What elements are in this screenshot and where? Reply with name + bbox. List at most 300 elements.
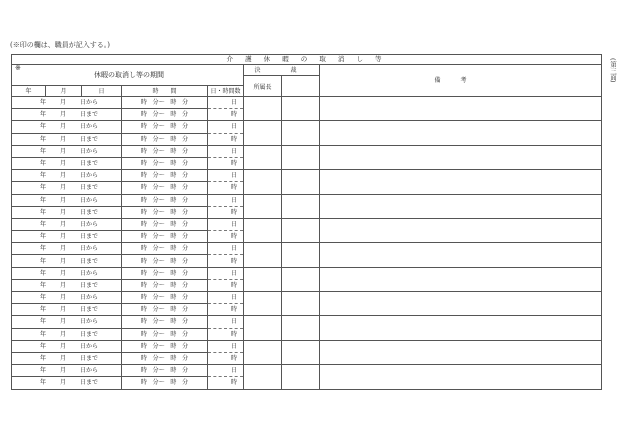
page-side-label: (第三面) (609, 58, 617, 83)
date-to-cell[interactable] (12, 182, 122, 194)
time-to-cell[interactable] (122, 109, 208, 121)
hour-label: 時 (140, 208, 147, 216)
hour-label: 時 (140, 99, 147, 107)
hour-label: 時 (170, 330, 177, 338)
month-label: 月 (60, 123, 67, 131)
decision-cell[interactable] (282, 97, 320, 121)
year-label: 年 (40, 184, 47, 192)
remarks-cell[interactable] (320, 292, 602, 316)
year-label: 年 (40, 123, 47, 131)
unit-day-label: 日 (230, 123, 237, 131)
minute-label: 分 (182, 147, 189, 155)
entry-row-from (12, 316, 602, 328)
hour-label: 時 (140, 147, 147, 155)
period-heading: 休暇の取消し等の期間 (94, 71, 164, 79)
col-day: 日 (82, 86, 122, 97)
office-head-stamp-cell[interactable] (244, 97, 282, 121)
unit-day-label: 日 (230, 245, 237, 253)
minute-from-label: 分〜 (152, 379, 165, 387)
year-label: 年 (40, 367, 47, 375)
day-to-label: 日まで (80, 355, 99, 363)
day-count-cell[interactable] (208, 267, 244, 279)
decision-cell[interactable] (282, 145, 320, 169)
unit-hour-label: 時 (230, 135, 237, 143)
unit-hour-label: 時 (230, 379, 237, 387)
day-to-label: 日まで (80, 379, 99, 387)
minute-label: 分 (182, 172, 189, 180)
office-head-stamp-cell[interactable] (244, 121, 282, 145)
day-from-label: 日から (80, 172, 99, 180)
remarks-cell[interactable] (320, 316, 602, 340)
day-count-cell[interactable] (208, 145, 244, 157)
hour-count-cell[interactable] (208, 328, 244, 340)
remarks-heading: 備考 (320, 65, 602, 97)
month-label: 月 (60, 245, 67, 253)
day-to-label: 日まで (80, 208, 99, 216)
hour-label: 時 (170, 233, 177, 241)
year-label: 年 (40, 172, 47, 180)
minute-from-label: 分〜 (152, 172, 165, 180)
hour-count-cell[interactable] (208, 206, 244, 218)
minute-from-label: 分〜 (152, 208, 165, 216)
remarks-cell[interactable] (320, 365, 602, 389)
decision-cell[interactable] (282, 243, 320, 267)
unit-day-label: 日 (230, 196, 237, 204)
time-to-cell[interactable] (122, 352, 208, 364)
minute-label: 分 (182, 306, 189, 314)
time-to-cell[interactable] (122, 182, 208, 194)
date-from-cell[interactable] (12, 292, 122, 304)
month-label: 月 (60, 196, 67, 204)
hour-label: 時 (170, 245, 177, 253)
time-from-cell[interactable] (122, 97, 208, 109)
entry-row-from (12, 170, 602, 182)
hour-label: 時 (170, 220, 177, 228)
office-head-stamp-cell[interactable] (244, 365, 282, 389)
hour-count-cell[interactable] (208, 255, 244, 267)
minute-label: 分 (182, 379, 189, 387)
time-from-cell[interactable] (122, 365, 208, 377)
minute-from-label: 分〜 (152, 318, 165, 326)
year-label: 年 (40, 99, 47, 107)
minute-label: 分 (182, 184, 189, 192)
month-label: 月 (60, 330, 67, 338)
decision-heading: 決 裁 (244, 65, 320, 76)
year-label: 年 (40, 379, 47, 387)
day-count-cell[interactable] (208, 340, 244, 352)
minute-from-label: 分〜 (152, 147, 165, 155)
time-to-cell[interactable] (122, 133, 208, 145)
office-head-stamp-cell[interactable] (244, 267, 282, 291)
minute-label: 分 (182, 330, 189, 338)
hour-count-cell[interactable] (208, 279, 244, 291)
minute-from-label: 分〜 (152, 355, 165, 363)
remarks-cell[interactable] (320, 218, 602, 242)
hour-label: 時 (140, 269, 147, 277)
date-to-cell[interactable] (12, 133, 122, 145)
hour-label: 時 (140, 220, 147, 228)
date-from-cell[interactable] (12, 218, 122, 230)
day-from-label: 日から (80, 123, 99, 131)
time-from-cell[interactable] (122, 292, 208, 304)
entry-row-from (12, 145, 602, 157)
day-count-cell[interactable] (208, 365, 244, 377)
hour-label: 時 (170, 147, 177, 155)
year-label: 年 (40, 135, 47, 143)
date-from-cell[interactable] (12, 170, 122, 182)
unit-hour-label: 時 (230, 160, 237, 168)
month-label: 月 (60, 220, 67, 228)
entry-row-from (12, 365, 602, 377)
hour-label: 時 (170, 160, 177, 168)
day-to-label: 日まで (80, 160, 99, 168)
time-to-cell[interactable] (122, 206, 208, 218)
hour-label: 時 (140, 330, 147, 338)
minute-from-label: 分〜 (152, 111, 165, 119)
year-label: 年 (40, 306, 47, 314)
date-from-cell[interactable] (12, 340, 122, 352)
minute-label: 分 (182, 367, 189, 375)
time-from-cell[interactable] (122, 243, 208, 255)
date-from-cell[interactable] (12, 365, 122, 377)
period-heading-cell (12, 65, 244, 86)
time-from-cell[interactable] (122, 194, 208, 206)
office-head-stamp-cell[interactable] (244, 316, 282, 340)
hour-label: 時 (140, 135, 147, 143)
day-to-label: 日まで (80, 111, 99, 119)
entry-row-from (12, 218, 602, 230)
minute-label: 分 (182, 208, 189, 216)
instruction-note: (※印の欄は、職員が記入する。) (10, 41, 110, 49)
hour-label: 時 (140, 184, 147, 192)
remarks-cell[interactable] (320, 267, 602, 291)
hour-label: 時 (140, 355, 147, 363)
office-head-stamp-cell[interactable] (244, 218, 282, 242)
day-count-cell[interactable] (208, 97, 244, 109)
hour-label: 時 (140, 342, 147, 350)
time-from-cell[interactable] (122, 170, 208, 182)
date-to-cell[interactable] (12, 157, 122, 169)
remarks-cell[interactable] (320, 243, 602, 267)
office-head-stamp-cell[interactable] (244, 170, 282, 194)
minute-label: 分 (182, 257, 189, 265)
date-to-cell[interactable] (12, 352, 122, 364)
hour-label: 時 (170, 99, 177, 107)
col-day-hours: 日・時間数 (208, 86, 244, 97)
day-count-cell[interactable] (208, 218, 244, 230)
hour-label: 時 (170, 257, 177, 265)
year-label: 年 (40, 147, 47, 155)
hour-label: 時 (170, 281, 177, 289)
hour-label: 時 (140, 172, 147, 180)
day-to-label: 日まで (80, 184, 99, 192)
entry-row-from (12, 292, 602, 304)
unit-day-label: 日 (230, 294, 237, 302)
decision-cell[interactable] (282, 170, 320, 194)
office-head-stamp-cell[interactable] (244, 340, 282, 364)
hour-label: 時 (140, 306, 147, 314)
minute-label: 分 (182, 220, 189, 228)
office-head-stamp-cell[interactable] (244, 292, 282, 316)
asterisk-mark: ※ (15, 64, 21, 72)
hour-count-cell[interactable] (208, 109, 244, 121)
date-to-cell[interactable] (12, 206, 122, 218)
year-label: 年 (40, 208, 47, 216)
month-label: 月 (60, 147, 67, 155)
remarks-cell[interactable] (320, 340, 602, 364)
decision-stamp-box (282, 76, 320, 97)
minute-label: 分 (182, 269, 189, 277)
decision-cell[interactable] (282, 194, 320, 218)
remarks-cell[interactable] (320, 121, 602, 145)
entry-row-from (12, 340, 602, 352)
date-from-cell[interactable] (12, 145, 122, 157)
hour-count-cell[interactable] (208, 133, 244, 145)
hour-label: 時 (170, 172, 177, 180)
time-to-cell[interactable] (122, 304, 208, 316)
date-to-cell[interactable] (12, 328, 122, 340)
minute-label: 分 (182, 196, 189, 204)
month-label: 月 (60, 111, 67, 119)
day-to-label: 日まで (80, 330, 99, 338)
month-label: 月 (60, 160, 67, 168)
date-from-cell[interactable] (12, 121, 122, 133)
hour-label: 時 (170, 111, 177, 119)
minute-from-label: 分〜 (152, 220, 165, 228)
day-from-label: 日から (80, 269, 99, 277)
year-label: 年 (40, 160, 47, 168)
month-label: 月 (60, 379, 67, 387)
hour-count-cell[interactable] (208, 352, 244, 364)
hour-label: 時 (170, 208, 177, 216)
time-to-cell[interactable] (122, 377, 208, 389)
day-from-label: 日から (80, 196, 99, 204)
hour-label: 時 (170, 318, 177, 326)
minute-label: 分 (182, 318, 189, 326)
day-count-cell[interactable] (208, 121, 244, 133)
hour-label: 時 (170, 269, 177, 277)
month-label: 月 (60, 172, 67, 180)
time-from-cell[interactable] (122, 145, 208, 157)
office-head-stamp-cell[interactable] (244, 145, 282, 169)
month-label: 月 (60, 269, 67, 277)
office-head-stamp-cell[interactable] (244, 243, 282, 267)
decision-cell[interactable] (282, 121, 320, 145)
month-label: 月 (60, 281, 67, 289)
day-from-label: 日から (80, 99, 99, 107)
time-to-cell[interactable] (122, 157, 208, 169)
month-label: 月 (60, 257, 67, 265)
minute-label: 分 (182, 355, 189, 363)
minute-label: 分 (182, 342, 189, 350)
minute-label: 分 (182, 281, 189, 289)
time-to-cell[interactable] (122, 279, 208, 291)
cancellation-table (11, 54, 602, 390)
hour-label: 時 (140, 257, 147, 265)
year-label: 年 (40, 330, 47, 338)
year-label: 年 (40, 294, 47, 302)
year-label: 年 (40, 233, 47, 241)
time-to-cell[interactable] (122, 255, 208, 267)
year-label: 年 (40, 342, 47, 350)
unit-day-label: 日 (230, 147, 237, 155)
day-from-label: 日から (80, 245, 99, 253)
day-from-label: 日から (80, 318, 99, 326)
unit-day-label: 日 (230, 342, 237, 350)
hour-label: 時 (140, 318, 147, 326)
date-from-cell[interactable] (12, 243, 122, 255)
minute-label: 分 (182, 160, 189, 168)
day-to-label: 日まで (80, 281, 99, 289)
date-from-cell[interactable] (12, 194, 122, 206)
day-from-label: 日から (80, 367, 99, 375)
unit-day-label: 日 (230, 269, 237, 277)
year-label: 年 (40, 257, 47, 265)
year-label: 年 (40, 245, 47, 253)
minute-from-label: 分〜 (152, 99, 165, 107)
minute-from-label: 分〜 (152, 342, 165, 350)
decision-cell[interactable] (282, 267, 320, 291)
year-label: 年 (40, 220, 47, 228)
year-label: 年 (40, 111, 47, 119)
date-to-cell[interactable] (12, 255, 122, 267)
minute-label: 分 (182, 294, 189, 302)
unit-hour-label: 時 (230, 306, 237, 314)
hour-count-cell[interactable] (208, 304, 244, 316)
month-label: 月 (60, 294, 67, 302)
date-from-cell[interactable] (12, 97, 122, 109)
day-to-label: 日まで (80, 233, 99, 241)
day-from-label: 日から (80, 294, 99, 302)
hour-label: 時 (140, 379, 147, 387)
hour-count-cell[interactable] (208, 157, 244, 169)
day-to-label: 日まで (80, 257, 99, 265)
minute-from-label: 分〜 (152, 367, 165, 375)
minute-from-label: 分〜 (152, 123, 165, 131)
remarks-cell[interactable] (320, 97, 602, 121)
date-from-cell[interactable] (12, 267, 122, 279)
day-count-cell[interactable] (208, 316, 244, 328)
month-label: 月 (60, 135, 67, 143)
remarks-cell[interactable] (320, 170, 602, 194)
hour-label: 時 (140, 367, 147, 375)
year-label: 年 (40, 269, 47, 277)
time-from-cell[interactable] (122, 340, 208, 352)
unit-day-label: 日 (230, 172, 237, 180)
date-to-cell[interactable] (12, 304, 122, 316)
hour-label: 時 (140, 111, 147, 119)
time-to-cell[interactable] (122, 328, 208, 340)
hour-label: 時 (170, 184, 177, 192)
hour-label: 時 (140, 233, 147, 241)
date-to-cell[interactable] (12, 109, 122, 121)
time-from-cell[interactable] (122, 316, 208, 328)
entry-row-from (12, 243, 602, 255)
unit-hour-label: 時 (230, 184, 237, 192)
time-from-cell[interactable] (122, 267, 208, 279)
minute-from-label: 分〜 (152, 233, 165, 241)
minute-from-label: 分〜 (152, 135, 165, 143)
unit-hour-label: 時 (230, 111, 237, 119)
decision-cell[interactable] (282, 292, 320, 316)
year-label: 年 (40, 281, 47, 289)
unit-hour-label: 時 (230, 233, 237, 241)
day-from-label: 日から (80, 220, 99, 228)
month-label: 月 (60, 355, 67, 363)
day-from-label: 日から (80, 342, 99, 350)
month-label: 月 (60, 233, 67, 241)
day-count-cell[interactable] (208, 194, 244, 206)
time-from-cell[interactable] (122, 121, 208, 133)
time-from-cell[interactable] (122, 218, 208, 230)
hour-label: 時 (170, 379, 177, 387)
day-count-cell[interactable] (208, 170, 244, 182)
hour-label: 時 (170, 367, 177, 375)
minute-from-label: 分〜 (152, 269, 165, 277)
hour-label: 時 (140, 294, 147, 302)
minute-label: 分 (182, 135, 189, 143)
month-label: 月 (60, 184, 67, 192)
day-from-label: 日から (80, 147, 99, 155)
col-year: 年 (12, 86, 46, 97)
remarks-cell[interactable] (320, 145, 602, 169)
col-month: 月 (46, 86, 82, 97)
month-label: 月 (60, 306, 67, 314)
year-label: 年 (40, 196, 47, 204)
minute-from-label: 分〜 (152, 196, 165, 204)
entry-row-from (12, 194, 602, 206)
day-count-cell[interactable] (208, 243, 244, 255)
date-to-cell[interactable] (12, 279, 122, 291)
office-head-stamp-cell[interactable] (244, 194, 282, 218)
minute-label: 分 (182, 111, 189, 119)
decision-cell[interactable] (282, 218, 320, 242)
minute-from-label: 分〜 (152, 160, 165, 168)
date-to-cell[interactable] (12, 377, 122, 389)
time-to-cell[interactable] (122, 231, 208, 243)
minute-label: 分 (182, 99, 189, 107)
month-label: 月 (60, 367, 67, 375)
hour-count-cell[interactable] (208, 377, 244, 389)
minute-from-label: 分〜 (152, 257, 165, 265)
hour-label: 時 (170, 342, 177, 350)
date-to-cell[interactable] (12, 231, 122, 243)
unit-hour-label: 時 (230, 355, 237, 363)
unit-hour-label: 時 (230, 208, 237, 216)
year-label: 年 (40, 355, 47, 363)
day-to-label: 日まで (80, 135, 99, 143)
minute-from-label: 分〜 (152, 245, 165, 253)
month-label: 月 (60, 208, 67, 216)
hour-count-cell[interactable] (208, 231, 244, 243)
decision-cell[interactable] (282, 316, 320, 340)
month-label: 月 (60, 99, 67, 107)
decision-cell[interactable] (282, 340, 320, 364)
minute-from-label: 分〜 (152, 281, 165, 289)
decision-cell[interactable] (282, 365, 320, 389)
office-head-label: 所属長 (244, 76, 282, 97)
hour-label: 時 (140, 245, 147, 253)
day-to-label: 日まで (80, 306, 99, 314)
hour-label: 時 (140, 123, 147, 131)
day-count-cell[interactable] (208, 292, 244, 304)
date-from-cell[interactable] (12, 316, 122, 328)
unit-day-label: 日 (230, 220, 237, 228)
unit-hour-label: 時 (230, 281, 237, 289)
remarks-cell[interactable] (320, 194, 602, 218)
hour-count-cell[interactable] (208, 182, 244, 194)
hour-label: 時 (140, 281, 147, 289)
